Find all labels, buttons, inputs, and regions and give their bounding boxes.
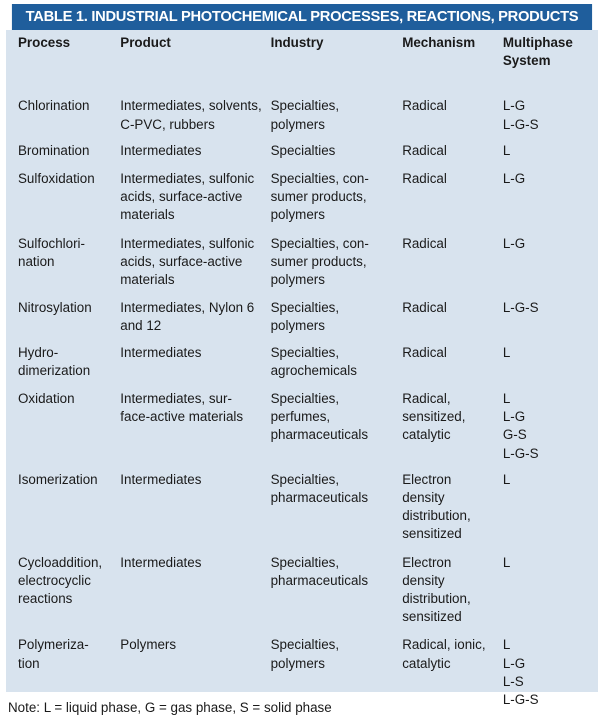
cell-mechanism: Radical (402, 344, 447, 360)
cell-process: Hydro- dimerization (18, 344, 91, 378)
table-row (14, 463, 594, 544)
cell-mechanism: Radical (402, 171, 447, 187)
cell-product: Intermediates, Nylon 6 and 12 (120, 300, 255, 334)
table-body (14, 70, 594, 709)
cell-industry: Specialties, con- sumer products, polymers (270, 235, 369, 288)
table-row (14, 544, 594, 627)
cell-industry: Specialties, pharmaceuticals (270, 554, 369, 588)
header-industry: Industry (270, 35, 324, 50)
table-row (14, 134, 594, 160)
cell-mechanism: Radical (402, 235, 447, 251)
cell-product: Intermediates (120, 471, 202, 487)
cell-mechanism: Radical (402, 142, 447, 158)
cell-multiphase: L (502, 554, 511, 570)
cell-multiphase: L-G L-G-S (502, 98, 539, 132)
cell-process: Polymeriza- tion (18, 637, 89, 671)
cell-product: Intermediates (120, 344, 202, 360)
table-row (14, 336, 594, 380)
cell-multiphase: L (502, 471, 511, 487)
cell-mechanism: Electron density distribution, sensitized (402, 554, 471, 625)
cell-multiphase: L L-G G-S L-G-S (502, 391, 539, 461)
cell-process: Oxidation (18, 391, 75, 407)
cell-mechanism: Radical (402, 98, 447, 114)
table-row (14, 160, 594, 225)
cell-process: Sulfochlori- nation (18, 235, 85, 269)
cell-process: Isomerization (18, 471, 98, 487)
table-row (14, 380, 594, 463)
cell-product: Intermediates, sulfonic acids, surface-active materials (120, 235, 255, 288)
table-row (14, 289, 594, 335)
header-product: Product (120, 35, 171, 50)
cell-industry: Specialties, polymers (270, 637, 340, 671)
cell-industry: Specialties, con- sumer products, polymers (270, 171, 369, 223)
header-mechanism: Mechanism (402, 35, 476, 50)
table-title: TABLE 1. INDUSTRIAL PHOTOCHEMICAL PROCESSES, REACTIONS, PRODUCTS (12, 4, 592, 30)
cell-process: Cycloaddition, electrocyclic reactions (18, 554, 103, 607)
process-table (14, 34, 594, 709)
cell-process: Bromination (18, 142, 90, 158)
cell-product: Polymers (120, 637, 177, 653)
table-row (14, 70, 594, 133)
cell-multiphase: L (502, 344, 511, 360)
cell-process: Chlorination (18, 98, 90, 114)
cell-industry: Specialties, polymers (270, 300, 340, 334)
cell-mechanism: Electron density distribution, sensitized (402, 471, 471, 542)
table-row (14, 225, 594, 290)
footnote: Note: L = liquid phase, G = gas phase, S = solid phase (8, 700, 332, 715)
cell-multiphase: L (502, 142, 511, 158)
cell-mechanism: Radical (402, 300, 447, 316)
cell-mechanism: Radical, sensitized, catalytic (402, 391, 466, 443)
header-process: Process (18, 35, 71, 50)
cell-multiphase: L-G-S (502, 300, 539, 316)
cell-process: Sulfoxidation (18, 171, 95, 187)
cell-industry: Specialties, perfumes, pharmaceuticals (270, 391, 369, 443)
cell-product: Intermediates, solvents, C-PVC, rubbers (120, 98, 262, 132)
cell-mechanism: Radical, ionic, catalytic (402, 637, 486, 671)
cell-industry: Specialties, agrochemicals (270, 344, 357, 378)
cell-industry: Specialties, pharmaceuticals (270, 471, 369, 506)
header-multiphase-system: Multiphase System (502, 35, 573, 69)
header-row (14, 34, 594, 70)
cell-product: Intermediates, sulfonic acids, surface-active materials (120, 171, 255, 223)
cell-product: Intermediates (120, 554, 202, 570)
cell-multiphase: L-G (502, 235, 526, 251)
cell-product: Intermediates (120, 142, 202, 158)
cell-multiphase: L-G (502, 171, 526, 187)
cell-industry: Specialties, polymers (270, 98, 340, 132)
cell-process: Nitrosylation (18, 300, 92, 316)
cell-product: Intermediates, sur- face-active materials (120, 391, 244, 425)
cell-multiphase: L L-G L-S L-G-S (502, 637, 539, 708)
table-row (14, 626, 594, 709)
cell-industry: Specialties (270, 142, 336, 158)
